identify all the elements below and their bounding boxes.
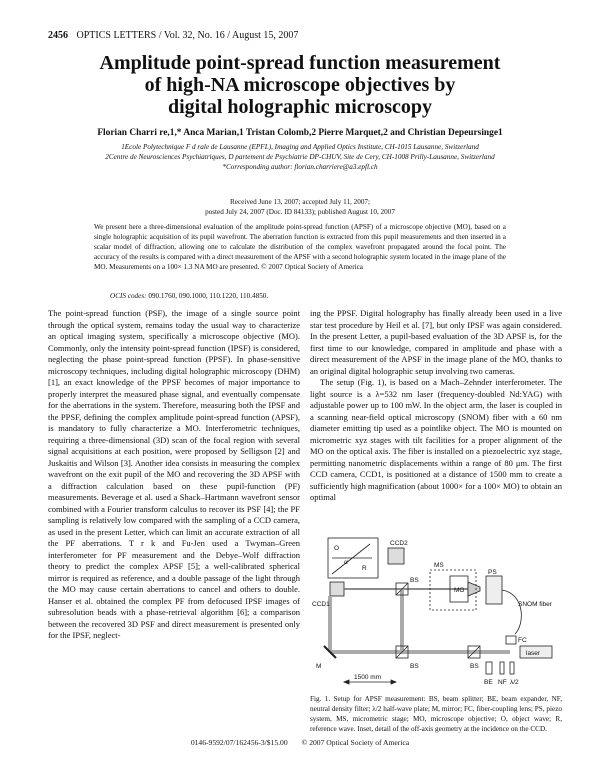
ocis-label: OCIS codes: [110, 292, 147, 300]
neutral-filter [500, 662, 504, 674]
journal-citation: OPTICS LETTERS / Vol. 32, No. 16 / August 15, 2007 [76, 30, 299, 41]
label-bs: BS [470, 663, 479, 670]
article-title [40, 52, 560, 118]
label-nf: NF [498, 679, 507, 686]
affiliation-2: 2Centre de Neurosciences Psychiatriques, D partement de Psychiatrie DP-CHUV, Site de Cery, CH-1008 Prilly-Lausanne, Switzerland [105, 153, 495, 161]
affiliations [70, 142, 530, 172]
label-ccd2: CCD2 [390, 540, 408, 547]
label-ccd1: CCD1 [312, 601, 330, 608]
left-column [48, 308, 300, 642]
label-ps: PS [488, 569, 497, 576]
beam-expander [486, 662, 492, 674]
label-r: R [362, 565, 367, 572]
piezo-system [486, 576, 502, 604]
label-snom: SNOM fiber [518, 601, 552, 608]
label-be: BE [484, 679, 493, 686]
fiber-coupler [506, 636, 516, 644]
ccd1-camera [330, 582, 344, 596]
abstract: We present here a three-dimensional evaluation of the amplitude point-spread function (APSF) of a microscope objective (MO), based on a single holographic acquisition of its pupil wavefront. The aberration function is extracted from this pupil measurements and then inserted in a scalar model of diffraction, allowing one to calculate the distribution of the complex wavefront propagated around the focal point. The accuracy of the results is compared with a direct measurement of the APSF with a second holographic system located in the image plane of the MO. Measurements on a 100× 1.3 NA MO are presented. © 2007 Optical Society of America [94, 223, 506, 271]
label-bs: BS [410, 663, 419, 670]
body-paragraph: The setup (Fig. 1), is based on a Mach–Zehnder interferometer. The light source is a λ=532 nm laser (frequency-doubled Nd:YAG) with adjustable power up to 100 mW. In the object arm, the laser is coupled in a scanning near-field optical microscopy (SNOM) fiber with a 60 nm diameter emitting tip used as a pointlike object. The MO is mounted on micrometric xyz stages with tilt facilities for a proper alignment of the MO on the optical axis. The fiber is installed on a piezoelectric xyz stage, permitting nanometric displacements within a range of 80 μm. The first CCD camera, CCD1, is positioned at a distance of 1500 mm to create a sufficiently high magnification (about 1000× for a 100× MO) to obtain an optimal [310, 377, 562, 502]
page-footer [150, 738, 450, 747]
corresponding-author: *Corresponding author: florian.charriere@a3.epfl.ch [222, 163, 378, 171]
affiliation-1: 1Ecole Polytechnique F d rale de Lausanne (EPFL), Imaging and Applied Optics Institute, CH-1015 Lausanne, Switzerland [121, 143, 479, 151]
label-o: O [334, 545, 340, 552]
half-wave-plate [510, 662, 514, 674]
label-ms: MS [434, 562, 444, 569]
author-list: Florian Charri re,1,* Anca Marian,1 Tristan Colomb,2 Pierre Marquet,2 and Christian Depeursinge1 [97, 128, 503, 138]
label-laser: laser [526, 650, 541, 657]
figure-caption: Fig. 1. Setup for APSF measurement: BS, beam splitter; BE, beam expander, NF, neutral density filter; λ/2 half-wave plate; M, mirror; FC, fiber-coupling lens; PS, piezo system, MS, micrometric stage; MO, microscope objective; O, object wave; R, reference wave. Inset, detail of the off-axis geometry at the incidence on the CCD. [310, 695, 562, 733]
page-number: 2456 [48, 30, 68, 41]
title-line-1: Amplitude point-spread function measurement [99, 52, 501, 74]
title-line-3: digital holographic microscopy [167, 96, 433, 118]
copyright: © 2007 Optical Society of America [301, 738, 410, 747]
label-lambda2: λ/2 [510, 679, 519, 686]
ccd2-camera [388, 548, 404, 564]
label-m: M [316, 663, 322, 670]
right-column [310, 308, 562, 504]
article-code: 0146-9592/07/162456-3/$15.00 [190, 738, 288, 747]
label-alpha: α [344, 559, 348, 566]
received-date: Received June 13, 2007; accepted July 11, 2007; [229, 198, 371, 206]
label-bs: BS [410, 577, 419, 584]
figure-1-setup [310, 534, 560, 692]
running-header [48, 30, 298, 41]
title-line-2: of high-NA microscope objectives by [144, 74, 456, 96]
history-dates [70, 197, 530, 217]
label-distance: 1500 mm [354, 674, 382, 681]
ocis-codes [110, 292, 268, 300]
snom-fiber [502, 590, 521, 634]
arrow-head [344, 680, 349, 684]
body-paragraph: The point-spread function (PSF), the image of a single source point through the optical system, remains today the usual way to characterize an optical imaging system, specifically a microscope objective (MO). Commonly, only the intensity point-spread function (IPSF) is considered, neglecting the phase point-spread function (PPSF). In phase-sensitive microscopy techniques, including digital holographic microscopy (DHM) [1], an exact knowledge of the PPSF becomes of major importance to properly interpret the measured phase signal, and eventually compensate for the aberrations in the system. Therefore, measuring both the IPSF and the PPSF, defining the complex amplitude point-spread function (APSF), is mandatory to fully characterize a MO. Interferometric techniques, requiring a three-dimensional (3D) scan of the focal region with several signal acquisitions at each position, were proposed by Selligson [2] and Juskaitis and Wilson [3]. Another idea consists in measuring the complex wavefront on the exit pupil of the MO and recovering the 3D APSF with a diffraction calculation based on these pupil-function (PF) measurements. Beverage et al. used a Shack–Hartmann wavefront sensor combined with a Fourier transform calculus to recover its PSF [4]; the PF sampling is relatively low compared with the sampling of a CCD camera, as used in the present Letter, which can limit an accurate extraction of all the PF aberrations. T r k and Fu-Jen used a Twyman–Green interferometer for PF measurement and the Debye–Wolf diffraction theory to predict the complex APSF [5]; a well-calibrated spherical mirror is required as reference, and a double passage of the light through the MO may cause certain aberrations to cancel and others to double. Hanser et al. obtained the complex PF from defocused IPSF images of subresolution beads with a phase-retrieval algorithm [6]; a comparison between the recovered 3D PSF and direct measurement is presented only for the IPSF, neglect- [48, 308, 300, 640]
setup-diagram [310, 534, 560, 692]
body-paragraph: ing the PPSF. Digital holography has finally already been used in a live star test procedure by Heil et al. [7], but only IPSF was again considered. In the present Letter, a pupil-based evaluation of the 3D APSF is, for the first time to our knowledge, compared in amplitude and phase with a direct measurement of the APSF in the image plane of the MO, thanks to an original digital holographic setup involving two cameras. [310, 308, 562, 376]
ocis-values: 090.1760, 090.1000, 110.1220, 110.4850. [148, 292, 269, 300]
label-mo: MO [454, 587, 465, 594]
objective-tip [468, 582, 480, 596]
published-date: posted July 24, 2007 (Doc. ID 84133); published August 10, 2007 [205, 208, 395, 216]
arrow-head [391, 680, 396, 684]
label-fc: FC [518, 637, 527, 644]
